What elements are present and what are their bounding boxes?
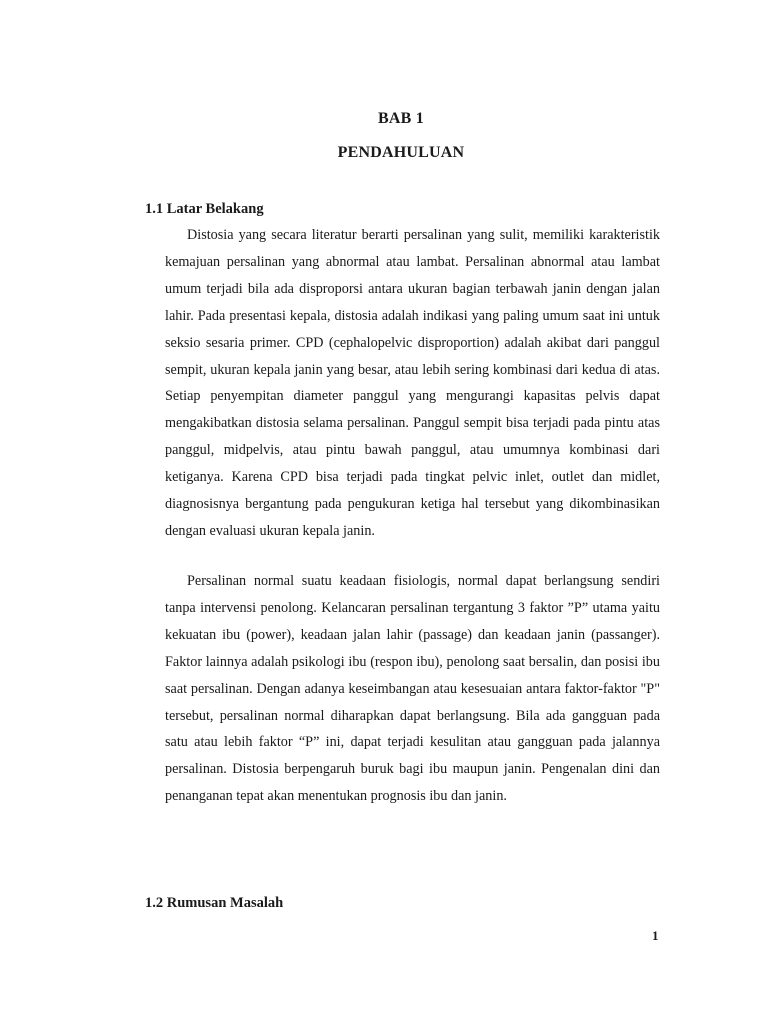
section-heading-latar-belakang: 1.1 Latar Belakang: [145, 201, 264, 217]
paragraph-block: [165, 568, 660, 810]
paragraph-block: [165, 222, 660, 545]
paragraph: Persalinan normal suatu keadaan fisiologis, normal dapat berlangsung sendiri tanpa intervensi penolong. Kelancaran persalinan tergantung 3 faktor ”P” utama yaitu kekuatan ibu (power), keadaan jalan lahir (passage) dan keadaan janin (passanger). Faktor lainnya adalah psikologi ibu (respon ibu), penolong saat bersalin, dan posisi ibu saat persalinan. Dengan adanya keseimbangan atau kesesuaian antara faktor-faktor "P" tersebut, persalinan normal diharapkan dapat berlangsung. Bila ada gangguan pada satu atau lebih faktor “P” ini, dapat terjadi kesulitan atau gangguan pada jalannya persalinan. Distosia berpengaruh buruk bagi ibu maupun janin. Pengenalan dini dan penanganan tepat akan menentukan prognosis ibu dan janin.: [165, 573, 660, 805]
page-number: 1: [652, 928, 659, 943]
paragraph: Distosia yang secara literatur berarti persalinan yang sulit, memiliki karakteristik kemajuan persalinan yang abnormal atau lambat. Persalinan abnormal atau lambat umum terjadi bila ada disproporsi antara ukuran bagian terbawah janin dengan jalan lahir. Pada presentasi kepala, distosia adalah indikasi yang paling umum saat ini untuk seksio sesaria primer. CPD (cephalopelvic disproportion) adalah akibat dari panggul sempit, ukuran kepala janin yang besar, atau lebih sering kombinasi dari kedua di atas. Setiap penyempitan diameter panggul yang mengurangi kapasitas pelvis dapat mengakibatkan distosia selama persalinan. Panggul sempit bisa terjadi pada pintu atas panggul, midpelvis, atau pintu bawah panggul, atau umumnya kombinasi dari ketiganya. Karena CPD bisa terjadi pada tingkat pelvic inlet, outlet dan midlet, diagnosisnya bergantung pada pengukuran ketiga hal tersebut yang dikombinasikan dengan evaluasi ukuran kepala janin.: [165, 227, 660, 539]
chapter-title: PENDAHULUAN: [337, 144, 465, 161]
chapter-number: BAB 1: [378, 110, 424, 127]
section-heading-rumusan-masalah: 1.2 Rumusan Masalah: [145, 895, 284, 911]
